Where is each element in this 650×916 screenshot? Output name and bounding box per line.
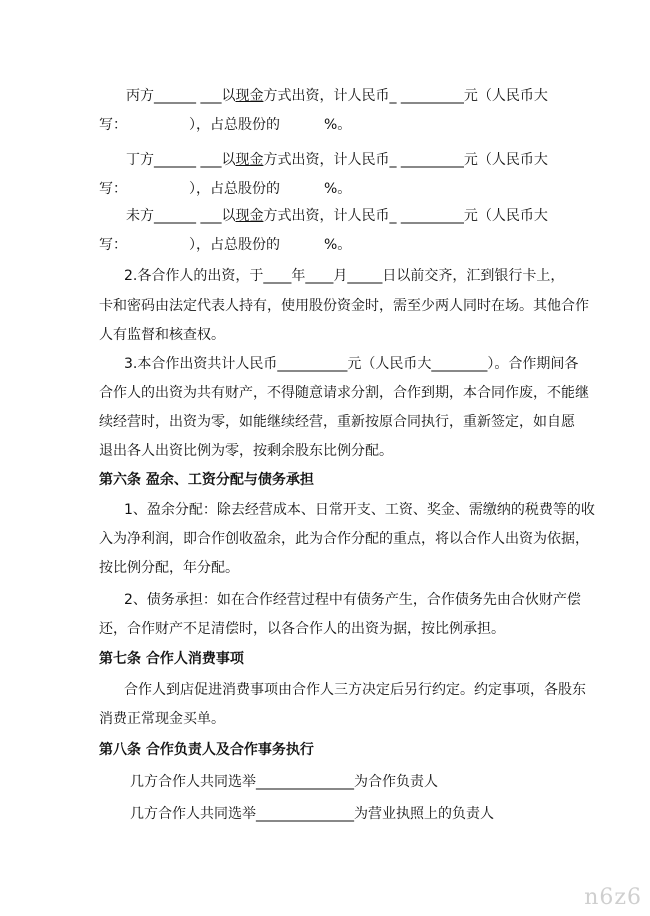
partner-text: 方式出资，计人民币_ _________元（人民币大 xyxy=(263,152,548,168)
art8-line: 几方合作人共同选举______________为营业执照上的负责人 xyxy=(130,806,494,822)
para3-line: 续经营时，出资为零，如能继续经营，重新按原合同执行，重新签定，如自愿 xyxy=(99,414,575,430)
art6-p1-line: 入为净利润，即合作创收盈余，此为合作分配的重点，将以合作人出资为依据， xyxy=(99,531,589,547)
para3-line: 合作人的出资为共有财产，不得随意请求分割，合作到期，本合同作废，不能继 xyxy=(99,385,589,401)
para3-line: 3.本合作出资共计人民币__________元（人民币大________）。合作期间各 xyxy=(124,356,579,372)
partner-text: 方式出资，计人民币_ _________元（人民币大 xyxy=(263,208,548,224)
partner-blank: ______ ___ xyxy=(154,208,222,224)
partner-text: 方式出资，计人民币_ _________元（人民币大 xyxy=(263,88,548,104)
partner-name: 未方 xyxy=(126,208,154,224)
partner-text2b: ），占总股份的 xyxy=(189,237,280,253)
art7-line: 消费正常现金买单。 xyxy=(99,711,225,727)
partner-line2-wei xyxy=(99,235,351,255)
partner-via: 以 xyxy=(221,152,236,168)
partner-line-bing xyxy=(126,86,548,106)
art6-p1-line: 1、盈余分配：除去经营成本、日常开支、工资、奖金、需缴纳的税费等的收 xyxy=(124,502,595,518)
partner-line2-ding xyxy=(99,179,351,199)
partner-text2a: 写： xyxy=(99,117,127,133)
article-7-title: 第七条 合作人消费事项 xyxy=(99,651,244,667)
partner-text2c: %。 xyxy=(324,117,352,133)
art8-line: 几方合作人共同选举______________为合作负责人 xyxy=(130,774,438,790)
article-6-title: 第六条 盈余、工资分配与债务承担 xyxy=(99,472,314,488)
partner-text2b: ），占总股份的 xyxy=(189,181,280,197)
partner-blank: ______ ___ xyxy=(154,152,222,168)
partner-line-wei xyxy=(126,206,548,226)
para2-line: 卡和密码由法定代表人持有，使用股份资金时，需至少两人同时在场。其他合作 xyxy=(99,298,589,314)
para2-line: 人有监督和核查权。 xyxy=(99,327,225,343)
partner-text2b: ），占总股份的 xyxy=(189,117,280,133)
para2-line: 2.各合作人的出资，于____年____月_____日以前交齐，汇到银行卡上， xyxy=(124,268,565,284)
art6-p2-line: 还，合作财产不足清偿时，以各合作人的出资为据，按比例承担。 xyxy=(99,621,505,637)
partner-text2c: %。 xyxy=(324,181,352,197)
art6-p2-line: 2、债务承担：如在合作经营过程中有债务产生，合作债务先由合伙财产偿 xyxy=(124,592,581,608)
article-8-title: 第八条 合作负责人及合作事务执行 xyxy=(99,742,314,758)
partner-text2a: 写： xyxy=(99,237,127,253)
partner-method: 现金 xyxy=(235,88,264,104)
partner-text2c: %。 xyxy=(324,237,352,253)
partner-via: 以 xyxy=(221,208,236,224)
partner-method: 现金 xyxy=(235,152,264,168)
partner-method: 现金 xyxy=(235,208,264,224)
art6-p1-line: 按比例分配，年分配。 xyxy=(99,560,239,576)
partner-name: 丁方 xyxy=(126,152,154,168)
para3-line: 退出各人出资比例为零，按剩余股东比例分配。 xyxy=(99,443,393,459)
partner-name: 丙方 xyxy=(126,88,154,104)
partner-text2a: 写： xyxy=(99,181,127,197)
partner-blank: ______ ___ xyxy=(154,88,222,104)
partner-via: 以 xyxy=(221,88,236,104)
watermark-logo: n6z6 xyxy=(584,885,642,910)
partner-line2-bing xyxy=(99,115,351,135)
partner-line-ding xyxy=(126,150,548,170)
art7-line: 合作人到店促进消费事项由合作人三方决定后另行约定。约定事项，各股东 xyxy=(124,682,586,698)
